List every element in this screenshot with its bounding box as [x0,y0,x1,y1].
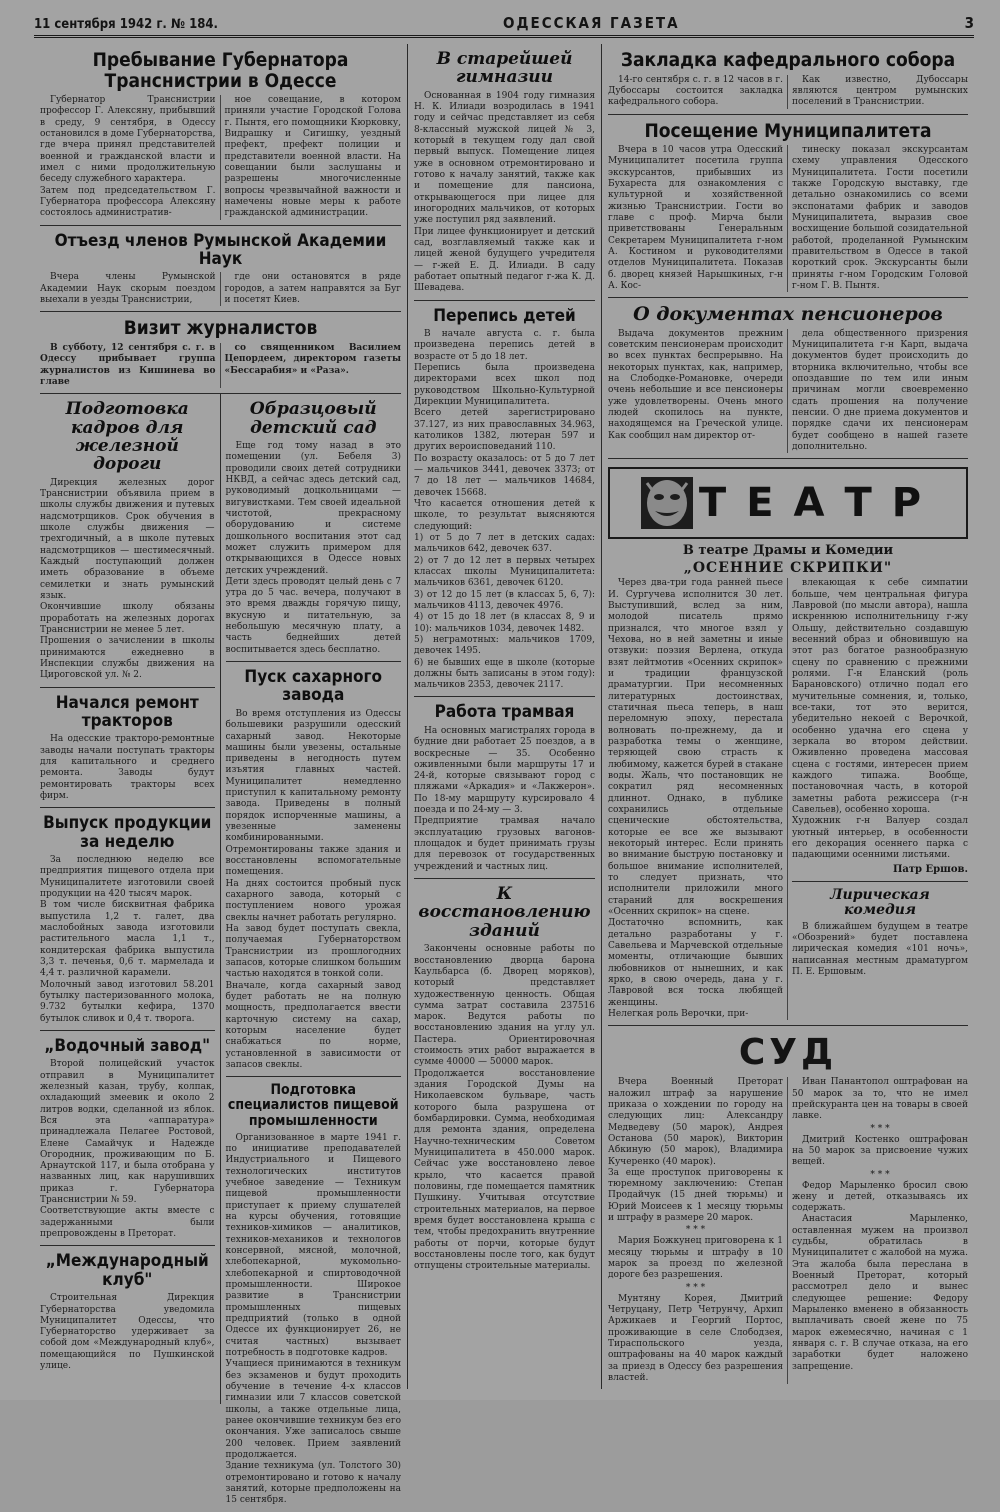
headline-food-specialists: Подготовка специалистов пищевой промышленности [227,1082,399,1129]
theatre-banner [608,467,968,539]
article-tram [414,697,595,879]
text-governor-b: ное совещание, в котором приняли участие Городской Голова г. Пынтя, его помощники Кюрковку, Видрашку и Сигишку, уездный префект, префект полиции и представители военной власти. На совещании были заслушаны и разрешены многочисленные вопросы чрезвычайной важности и намечены новые меры к работе гражданской администрации. [224,95,401,219]
theatre-mask-icon [639,475,695,531]
article-gymnasium [414,44,595,301]
headline-output: Выпуск продукции за неделю [43,813,212,852]
headline-academy: Отъезд членов Румынской Академии Наук [54,230,387,269]
text-academy-a: Вчера члены Румынской Академии Наук скорым поездом выехали в уезды Транснистрии, [40,272,216,306]
article-governor [40,44,401,226]
theatre-signature: Патр Ершов. [892,863,968,875]
article-cathedral [608,44,968,115]
headline-tram: Работа трамвая [434,702,575,723]
article-railway [40,394,215,687]
text-food-specialists: Организованное в марте 1941 г. по инициативе преподавателей Индустриального и Пищевого технологических институтов учебное заведение — Техникум пищевой промышленности приступает к приему слушателей на курсы обучения, готовящие техников-химиков — аналитиков, техников-механиков и технологов консервной, мясной, молочной, хлебопекарной, мукомольно-хлебопекарной и спиртоводочной промышленности. Широкое развитие в Транснистрии промышленных пищевых предприятий (только в одной Одессе их функционирует 26, не считая частных) вызывает потребность в подготовке кадров. Учащиеся принимаются в техникум без экзаменов и будут проходить обучение в течение 4-х классов гимназии или 7 классов советской школы, а также отдельные лица, ранее окончившие техникум без его окончания. Уже записалось свыше 200 человек. Прием заявлений продолжается. Здание техникума (ул. Толстого 30) отремонтировано и готово к началу занятий, которые предположены на 15 сентября. [225,1132,401,1506]
text-municipality-b: тинеску показал экскурсантам схему управления Одесского Муниципалитета. Гости посетили также Городскую выставку, где детально ознакомились со всеми экспонатами фабрик и заводов Муниципалитета, выразив свое восхищение большой созидательной работой, проделанной Румынским правительством в Одессе в такой короткий срок. Экскурсанты были приняты г-ном Городским Головой г-ном Г. В. Пынтя. [792,145,968,291]
headline-tractors: Начался ремонт тракторов [55,692,199,731]
article-tractors [40,688,215,809]
theatre-play: „ОСЕННИЕ СКРИПКИ" [683,560,893,577]
text-pensioners-a: Выдача документов прежним советским пенсионерам происходит во всех пунктах беспрерывно. На некоторых пунктах, как, например, на Слободке-Романовке, очереди очень небольшие и все пенсионеры уже удовлетворены. Очень много людей скопилось на пункте, находящемся на Греческой улице. Как сообщил нам директор от- [608,328,783,441]
headline-court: СУД [738,1032,838,1074]
headline-lyric: Лирическая комедия [830,886,930,918]
theatre-subtitle: В театре Драмы и Комедии [682,543,894,559]
text-journalists-a: В субботу, 12 сентября с. г. в Одессу прибывает группа журналистов из Кишинева во главе [40,342,216,387]
text-output: За последнюю неделю все предприятия пищевого отдела при Муниципалитете изготовили своей продукции на 420 тысяч марок. В том числе бисквитная фабрика выпустила 1,2 т. галет, два маслобойных завода изготовили растительного масла 1,1 т., кондитерская фабрика выпустила 3,3 т. печенья, 0,6 т. мармелада и 4,4 т. различной карамели. Молочный завод изготовил 58.201 бутылку пастеризованного молока, 9.732 бутылки кефира, 1370 бутылок сливок и 0,4 т. творога. [40,854,215,1024]
text-court-a: Вчера Военный Преторат наложил штраф за нарушение приказа о хождении по городу на следующих лиц: Александру Медведеву (50 марок), Андрея Останова (50 марок), Викторин Абкиную (50 марок), Владимира Кучеренко (40 марок). За еще проступок приговорены к тюремному заключению: Степан Продайчук (15 дней тюрьмы) и Юрий Моисеев к 1 месяцу тюрьмы и штрафу в размере 20 марок. [608,1077,783,1224]
article-municipality [608,115,968,299]
column-3 [408,44,602,1389]
text-cathedral-a: 14-го сентября с. г. в 12 часов в г. Дубоссары состоится закладка кафедрального собора. [608,74,783,108]
headline-municipality: Посещение Муниципалитета [644,119,932,142]
headline-journalists: Визит журналистов [123,317,318,340]
separator-stars: * * * [870,1123,890,1134]
article-buildings [414,879,595,1278]
text-gymnasium: Основанная в 1904 году гимназия Н. К. Илиади возродилась в 1941 году и сейчас представляет из себя 8-классный мужской лицей № 3, который в текущем году дал свой первый выпуск. Помещение лицея уже в основном отремонтировано и готово к началу занятий, также как и помещение для пансиона, открывающегося при лицее для иногородних мальчиков, от которых уже поступил ряд заявлений. При лицее функционирует и детский сад, возглавляемый также как и лицей женой будущего учредителя — г-жей Е. Д. Илиади. В саду работает опытный педагог г-жа К. Д. Шевадева. [414,90,595,294]
article-court [608,1026,968,1389]
article-output [40,808,215,1031]
text-buildings: Закончены основные работы по восстановлению дворца барона Каульбарса (б. Дворец моряков), который представляет художественную ценность. Общая сумма затрат составила 237516 марок. Ведутся работы по восстановлению здания на углу ул. Пастера. Ориентировочная стоимость этих работ выражается в сумме 40000 — 50000 марок. Продолжается восстановление здания Городской Думы на Николаевском бульваре, часть которого была разрушена от бомбардировки. Сумма, необходимая для ремонта здания, определена Научно-техническим Советом Муниципалитета в 450.000 марок. Сейчас уже восстановлено левое крыло, что касается правой половины, где помещается памятник Пушкину. Учитывая отсутствие строительных материалов, на первое время будет восстановлена крыша с тем, чтобы предохранить внутренние работы от порчи, которые будут восстановлены после того, как будут отпущены строительные материалы. [414,944,595,1272]
headline-sugar: Пуск сахарного завода [244,667,383,706]
article-food-specialists [226,1077,402,1511]
headline-kindergarten: Образцовый детский сад [249,399,377,438]
text-kindergarten: Еще год тому назад в это помещении (ул. Бебеля 3) проводили своих детей сотрудники НКВД, а сейчас здесь детский сад, руководимый доцкольницами — вигувистками. Тем своей идеальной чистотой, прекрасному оборудованию и системе дошкольного воспитания этот сад может служить примером для открывающихся в Одессе новых детских учреждений. Дети здесь проводят целый день с 7 утра до 5 час. вечера, получают в это время дважды горячую пищу, вкусную и питательную, за небольшую месячную плату, а часть беднейших детей воспитывается здесь бесплатно. [225,440,401,655]
text-court-c: Мунтяну Корея, Дмитрий Четруцану, Петр Четрунчу, Архип Аржикаев и Георгий Портос, проживающие в селе Слободзея, Тираспольского уезда, оштрафованы на 40 марок каждый за приезд в Одессу без разрешения властей. [608,1293,783,1384]
article-kindergarten [226,394,402,662]
text-theatre-a: Через два-три года ранней пьесе И. Сургучева исполнится 30 лет. Выступивший, вслед за ним, молодой писатель прямо признался, что многое взял у Чехова, но в ней заметны и иные отзвуки: поэзия Верлена, откуда взят лейтмотив «Осенних скрипок» и традиции французской драматургии. При несомненных литературных достоинствах, статичная пьеса теперь, в наш переломную эпоху, перестала волновать по-прежнему, да и разработка темы о женщине, теряющей свою страсть к любимому, кажется бурей в стакане воды. Жаль, что постановщик не сократил ряд несомненных длиннот. Однако, в публике сохранились отдельные сценические обстоятельства, которые ее все же вызывают некоторый интерес. Если принять во внимание быструю постановку и большое внимание исполнителей, то следует признать, что исполнители приложили много стараний для воскрешения «Осенних скрипок» на сцене. Достаточно вспомнить, как детально разработаны у г. Савельева и Марчевской отдельные моменты, отличающие бывших любовников от нынешних, и как ярко, в свою очередь, дана у г. Лавровой вся тоска любящей женщины. Нелегкая роль Верочки, при- [608,578,783,1019]
article-academy [40,226,401,313]
headline-club: „Международный клуб" [45,1251,209,1290]
separator-stars: * * * [685,1282,706,1293]
column-4 [602,44,974,1389]
text-lyric: В ближайшем будущем в театре «Обозрений» будет поставлена лирическая комедия «101 ночь», написанная местным драматургом П. Е. Ершовым. [792,921,968,978]
text-municipality-a: Вчера в 10 часов утра Одесский Муниципалитет посетила группа экскурсантов, прибывших из Бухареста для ознакомления с культурной и хозяйственной жизнью Транснистрии. Гости во главе с проф. Мирча были приветствованы Генеральным Секретарем Муниципалитета г-ном А. Костином и руководителями отделов Муниципалитета. Показав б. дворец князей Нарышкиных, г-н А. Кос- [608,145,783,291]
text-census: В начале августа с. г. была произведена перепись детей в возрасте от 5 до 18 лет. Перепись была произведена директорами всех школ под руководством Школьно-Культурной Дирекции Муниципалитета. Всего детей зарегистрировано 37.127, из них православных 34.963, католиков 1382, лютеран 597 и других вероисповеданий 110. По возрасту оказалось: от 5 до 7 лет — мальчиков 3441, девочек 3373; от 7 до 18 лет — мальчиков 14684, девочек 15668. Что касается отношения детей к школе, то результат выясняются следующий: 1) от 5 до 7 лет в детских садах: мальчиков 642, девочек 637. 2) от 7 до 12 лет в первых четырех классах школы Муниципалитета: мальчиков 6361, девочек 6120. 3) от 12 до 15 лет (в классах 5, 6, 7): мальчиков 4113, девочек 4976. 4) от 15 до 18 лет (в классах 8, 9 и 10): мальчиков 1034, девочек 1482. 5) неграмотных: мальчиков 1709, девочек 1495. 6) не бывших еще в школе (которые должны быть записаны в этом году): мальчиков 2353, девочек 2117. [414,328,595,691]
text-pensioners-b: дела общественного призрения Муниципалитета г-н Карп, выдача документов будет происходить до вторника включительно, чтобы все опоздавшие по тем или иным причинам могли своевременно сдать прошения на получение пенсии. О дне приема документов и порядке сдачи их пенсионерам будет сообщено в нашей газете дополнительно. [792,328,968,453]
text-governor-a: Губернатор Транснистрии профессор Г. Алексяну, прибывший в среду, 9 сентября, в Одессу остановился в доме Губернаторства, где вчера принял представителей военной и гражданской власти и имел с ними продолжительную беседу служебного характера. Затем под председательством Г. Губернатора профессора Алексяну состоялось административ- [40,95,216,219]
text-court-d: Иван Панантопол оштрафован на 50 марок за то, что не имел прейскуранта цен на товары в своей лавке. [792,1077,968,1122]
article-pensioners [608,298,968,459]
article-sugar [226,662,402,1077]
article-vodka [40,1031,215,1247]
separator-stars: * * * [870,1169,890,1180]
theatre-word: ТЕАТР [698,480,942,527]
headline-cathedral: Закладка кафедрального собора [620,49,956,71]
page-number: 3 [964,14,974,32]
article-theatre [608,459,968,1026]
text-tram: На основных магистралях города в будние дни работает 25 поездов, а в воскресные — 35. Особенно оживленными были маршруты 17 и 24-й, которые связывают город с пляжами «Аркадия» и «Лакжерон». По 18-му маршруту курсировало 4 поезда и по 24-му — 3. Предприятие трамвая начало эксплуатацию грузовых вагонов-площадок и будет принимать грузы для перевозок от государственных учреждений и частных лиц. [414,725,595,872]
headline-census: Перепись детей [433,305,576,326]
text-railway: Дирекция железных дорог Транснистрии объявила прием в школы службы движения и путевых надсмотрщиков. Срок обучения в школе службы движения — трехгодичный, а в школе путевых надсмотрщиков — шестимесячный. Каждый поступающий должен иметь образование в объеме семилетки и знать румынский язык. Окончившие школу обязаны проработать на железных дорогах Транснистрии не менее 5 лет. Прошения о зачислении в школы принимаются ежедневно в Инспекции службы движения на Цироговской ул. № 2. [40,477,215,681]
text-court-e: Дмитрий Костенко оштрафован на 50 марок за присвоение чужих вещей. [792,1134,968,1168]
headline-railway: Подготовка кадров для железной дороги [65,399,189,475]
text-court-g: Анастасия Марыленко, оставленная мужем на произвол судьбы, обратилась в Муниципалитет с жалобой на мужа. Эта жалоба была переслана в Военный Преторат, который рассмотрел дело и вынес следующее решение: Федору Марыленко вменено в обязанность выплачивать своей жене по 75 марок ежемесячно, начиная с 1 января с. г. В случае отказа, на его заработки будет наложено запрещение. [792,1214,968,1372]
text-academy-b: где они остановятся в ряде городов, а затем направятся за Буг и посетят Киев. [224,272,401,306]
column-1 [34,44,408,1506]
headline-vodka: „Водочный завод" [44,1035,211,1056]
article-census [414,301,595,698]
text-vodka: Второй полицейский участок отправил в Муниципалитет железный казан, трубу, колпак, охладающий змеевик и около 2 литров водки, сделанной из яблок. Вся эта «аппаратура» принадлежала Пелагее Ростовой, Елене Самайчук и Надежде Огородник, проживающим по Б. Арнаутской 117, и была отобрана у названных лиц, как нарушивших приказ г. Губернатора Транснистрии № 59. Соответствующие акты вместе с задержанными были препровождены в Преторат. [40,1059,215,1240]
text-court-b: Мария Божкунец приговорена к 1 месяцу тюрьмы и штрафу в 10 марок за проезд по железной дороге без разрешения. [608,1236,783,1281]
newspaper-name: ОДЕССКАЯ ГАЗЕТА [502,14,680,32]
headline-buildings: К восстановлению зданий [418,884,591,941]
text-cathedral-b: Как известно, Дубоссары являются центром румынских поселений в Транснистрии. [792,74,968,108]
masthead [34,14,974,38]
headline-pensioners: О документах пенсионеров [633,303,943,326]
headline-governor: Пребывание Губернатора Транснистрии в Одессе [92,49,349,92]
separator-stars: * * * [685,1225,706,1236]
headline-gymnasium: В старейшей гимназии [436,49,573,88]
text-sugar: Во время отступления из Одессы большевики разрушили одесский сахарный завод. Некоторые машины были увезены, остальные приведены в негодность путем изъятия главных частей. Муниципалитет немедленно приступил к капитальному ремонту завода. Приведены в полный порядок испорченные машины, а увезенные заменены комбинированными. Отремонтированы также здания и восстановлены вспомогательные помещения. На днях состоится пробный пуск сахарного завода, который с поступлением нового урожая свеклы начнет работать регулярно. На завод будет поступать свекла, получаемая Губернаторством Транснистрии из прошлогодних запасов, которые слишком большим частью находятся в тонкой соли. Вначале, когда сахарный завод будет работать не на полную мощность, предполагается ввести карточную систему на сахар, которым население будет снабжаться по норме, установленной в зависимости от запасов свеклы. [225,708,401,1071]
text-theatre-b: влекающая к себе симпатии больше, чем центральная фигура Лавровой (по мысли автора), нашла искреннюю исполнительницу г-жу Ольшу, действительно создавшую весенний образ и обновившую на этот раз богатое разнообразную сцену по сравнению с прежними ролями. Г-н Еланский (роль Барановского) отлично подал его мучительные сомнения, и, только, все-таки, тот это верится, убедительно некоей с Верочкой, особенно удачна его сцена у зеркала во втором действии. Оживленно проведена массовая сцена с гостями, интересен прием каждого типажа. Вообще, постановочная часть, в которой заметны работа режиссера (г-н Савельев), особенно хороша. Художник г-н Валуер создал уютный интерьер, в особенности его декорация осеннего парка с падающими осенними листьями. [792,578,968,861]
text-club: Строительная Дирекция Губернаторства уведомила Муниципалитет Одессы, что Губернаторство удерживает за собой дом «Международный клуб», помещающийся по Пушкинской улице. [40,1293,215,1372]
article-journalists [40,312,401,394]
text-court-f: Федор Марыленко бросил свою жену и детей, отказываясь их содержать. [792,1180,968,1214]
text-tractors: На одесские тракторо-ремонтные заводы начали поступать тракторы для капитального и среднего ремонта. Заводы будут ремонтировать тракторы всех фирм. [40,734,215,801]
article-club [40,1246,215,1377]
text-journalists-b: со священником Василием Цепордеем, директором газеты «Бессарабия» и «Раза». [224,342,401,376]
issue-date: 11 сентября 1942 г. № 184. [34,17,218,32]
